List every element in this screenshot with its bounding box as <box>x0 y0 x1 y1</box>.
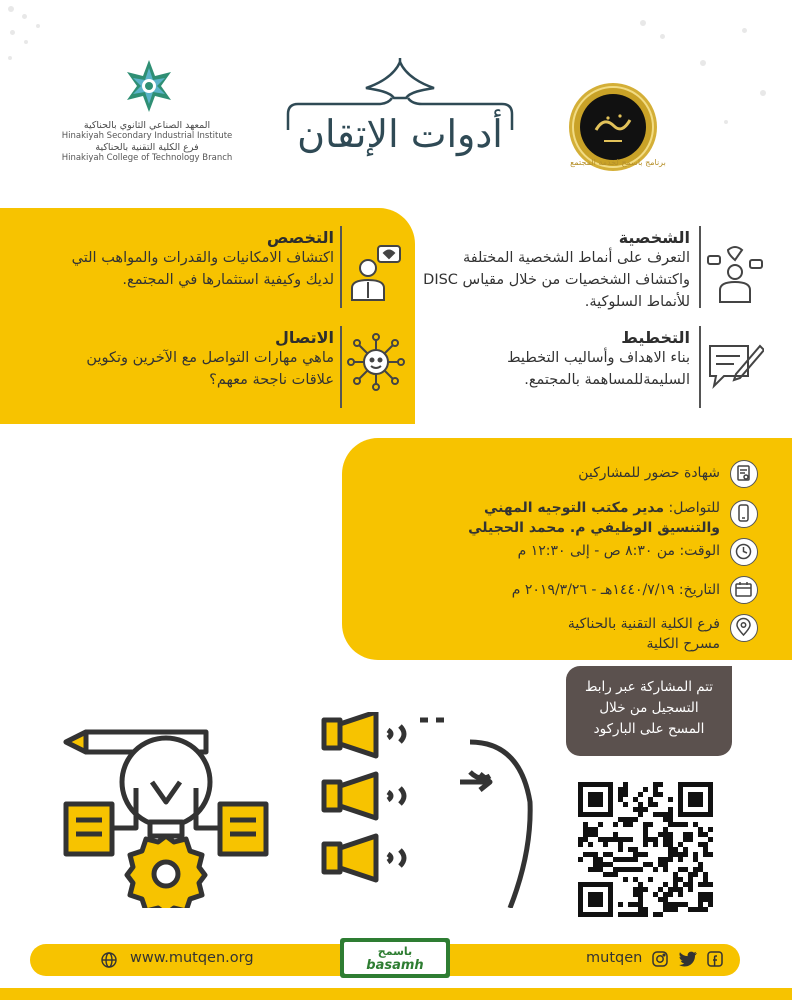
time-text: الوقت: من ٨:٣٠ ص - إلى ١٢:٣٠ م <box>517 543 720 559</box>
feature-personality <box>420 228 690 313</box>
college-name-en: Hinakiyah College of Technology Branch <box>61 153 233 163</box>
feature-communication-title: الاتصال <box>274 328 334 347</box>
idea-gear-illustration <box>56 712 276 908</box>
specialty-icon <box>348 244 404 302</box>
feature-personality-body: التعرف على أنماط الشخصية المختلفة واكتشاف الشخصيات من خلال مقياس DISC للأنماط السلوكية. <box>423 250 690 310</box>
basamh-logo-en: basamh <box>366 958 424 973</box>
location-pin-icon <box>730 614 758 642</box>
feature-communication <box>56 328 334 391</box>
divider-planning <box>699 326 701 408</box>
contact-value-line1: مدير مكتب التوجيه المهني <box>483 500 665 516</box>
certificate-icon <box>730 460 758 488</box>
twitter-icon[interactable] <box>678 950 698 968</box>
contact-line1 <box>468 498 720 518</box>
divider-personality <box>699 226 701 308</box>
social-handle[interactable]: mutqen <box>586 950 643 966</box>
divider-communication <box>340 326 342 408</box>
feature-planning-title: التخطيط <box>621 328 690 347</box>
feature-communication-body: ماهي مهارات التواصل مع الآخرين وتكوين علاقات ناجحة معهم؟ <box>86 350 334 388</box>
feature-planning <box>420 328 690 391</box>
page-title: أدوات الإتقان <box>297 112 503 156</box>
basamh-logo-ar: باسمح <box>377 945 413 958</box>
feature-specialty-title: التخصص <box>266 228 334 247</box>
feature-specialty <box>56 228 334 291</box>
registration-line3: المسح على الباركود <box>593 721 705 737</box>
registration-note <box>566 666 732 756</box>
date-text: التاريخ: ١٤٤٠/٧/١٩هـ - ٢٠١٩/٣/٢٦ م <box>511 582 720 598</box>
globe-icon <box>100 951 118 969</box>
registration-line1: تتم المشاركة عبر رابط <box>584 679 714 695</box>
clock-icon <box>730 538 758 566</box>
contact-line2 <box>468 518 720 538</box>
facebook-icon[interactable] <box>706 950 724 968</box>
feature-personality-title: الشخصية <box>618 228 690 247</box>
contact-info <box>468 498 720 538</box>
certificate-text: شهادة حضور للمشاركين <box>578 465 720 481</box>
registration-line2: التسجيل من خلال <box>599 700 699 716</box>
program-caption: برنامج باسمح لخدمة المجتمع <box>570 158 666 167</box>
bottom-accent-strip <box>0 988 792 1000</box>
phone-icon <box>730 500 758 528</box>
feature-planning-body: بناء الاهداف وأساليب التخطيط السليمةللمساهمة بالمجتمع. <box>507 350 690 388</box>
contact-value-line2: والتنسيق الوظيفي م. محمد الحجيلي <box>468 520 720 536</box>
institute-names <box>52 120 242 164</box>
college-name-ar: فرع الكلية التقنية بالحناكية <box>95 142 199 153</box>
registration-qr-code[interactable] <box>566 776 726 922</box>
location-info <box>568 614 720 654</box>
divider-specialty <box>340 226 342 308</box>
location-line2: مسرح الكلية <box>646 636 720 652</box>
megaphones-head-illustration <box>320 712 540 908</box>
feature-specialty-body: اكتشاف الامكانيات والقدرات والمواهب التي لديك وكيفية استثمارها في المجتمع. <box>71 250 334 288</box>
institute-name-en: Hinakiyah Secondary Industrial Institute <box>61 131 233 141</box>
location-line1: فرع الكلية التقنية بالحناكية <box>567 616 720 632</box>
instagram-icon[interactable] <box>651 950 669 968</box>
communication-icon <box>346 332 406 392</box>
planning-icon <box>706 340 764 392</box>
institute-name-ar: المعهد الصناعي الثانوي بالحناكية <box>83 120 211 131</box>
basamh-logo <box>336 936 454 980</box>
institute-logo <box>118 56 180 116</box>
contact-label: للتواصل: <box>668 500 720 516</box>
calendar-icon <box>730 576 758 604</box>
website-link[interactable]: www.mutqen.org <box>130 950 254 966</box>
personality-icon <box>706 244 764 304</box>
